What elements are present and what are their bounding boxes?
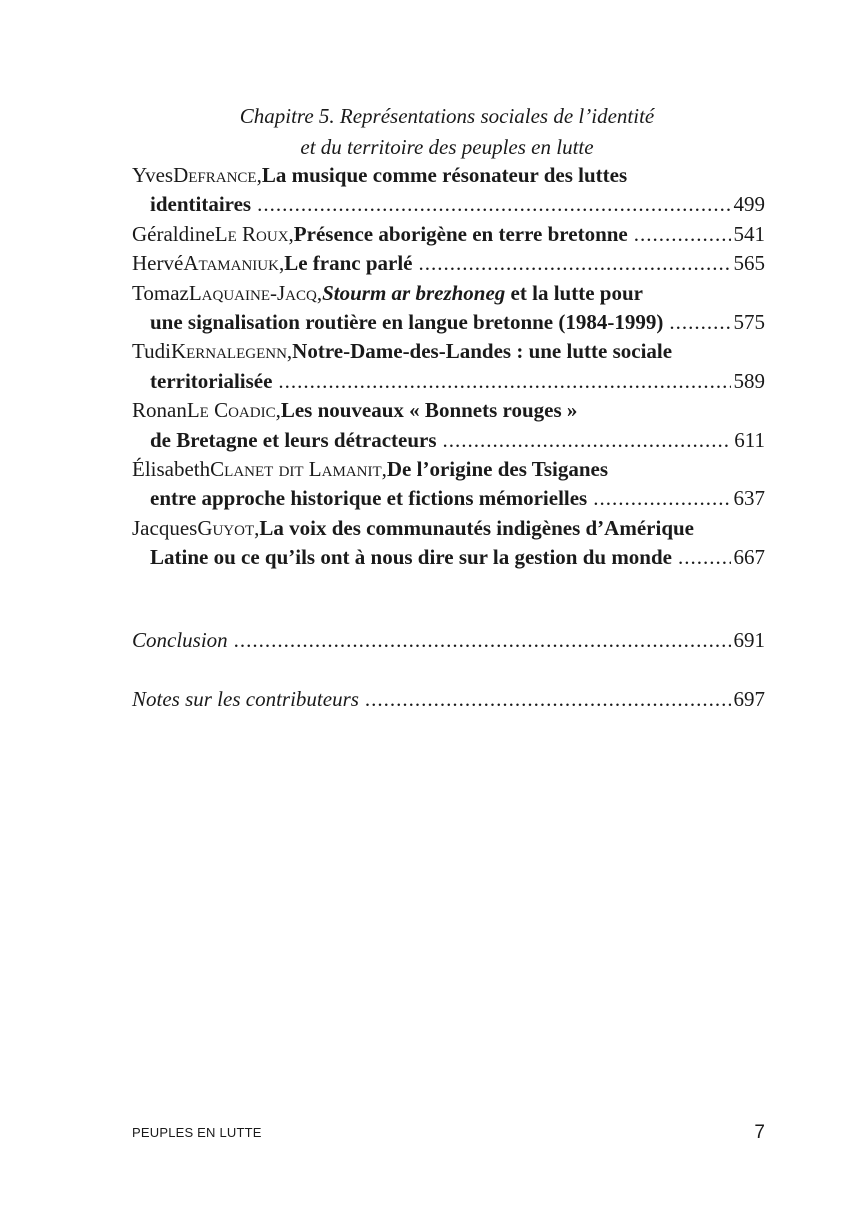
author-last-name: Le Coadic xyxy=(186,398,276,423)
toc-entry[interactable]: Yves Defrance , La musique comme résonateur des luttes identitaires ..... 499 xyxy=(132,161,765,220)
entry-title: La voix des communautés indigènes d’Amérique xyxy=(259,515,694,540)
author-first-name: Géraldine xyxy=(132,221,215,246)
dot-leader xyxy=(418,249,730,278)
chapter-heading-line-2: et du territoire des peuples en lutte xyxy=(300,135,594,159)
author-last-name: Clanet dit Lamanit xyxy=(210,457,382,482)
entry-title-cont: Latine ou ce qu’ils ont à nous dire sur la gestion du monde xyxy=(150,545,672,570)
conclusion-page-number: 691 xyxy=(733,628,765,652)
dot-leader xyxy=(593,484,730,513)
toc-entry[interactable]: Jacques Guyot , La voix des communautés indigènes d’Amérique Latine ou ce qu’ils ont à nous dire sur la gestion du monde ..... 667 xyxy=(132,514,765,573)
author-first-name: Hervé xyxy=(132,251,184,276)
toc-entry[interactable]: Hervé Atamaniuk , Le franc parlé ..... 565 xyxy=(132,249,765,278)
page-number: 7 xyxy=(754,1122,765,1143)
author-first-name: Ronan xyxy=(132,398,187,423)
entry-page-number: 589 xyxy=(733,368,765,393)
entry-title: et la lutte pour xyxy=(505,280,643,305)
toc-entry-conclusion[interactable] xyxy=(132,628,765,653)
toc-entry[interactable]: Élisabeth Clanet dit Lamanit , De l’origine des Tsiganes entre approche historique et fictions mémorielles ..... 637 xyxy=(132,455,765,514)
author-first-name: Jacques xyxy=(132,515,198,540)
entry-title: Présence aborigène en terre bretonne xyxy=(293,221,628,246)
dot-leader xyxy=(669,308,730,337)
entry-title-cont: entre approche historique et fictions mémorielles xyxy=(150,486,588,511)
entry-title: De l’origine des Tsiganes xyxy=(386,457,608,482)
author-first-name: Tomaz xyxy=(132,280,189,305)
dot-leader xyxy=(678,543,731,572)
toc-entry[interactable]: Tomaz Laquaine-Jacq , Stourm ar brezhoneg et la lutte pour une signalisation routière en langue bretonne (1984-1999) ..... 575 xyxy=(132,279,765,338)
entry-page-number: 637 xyxy=(733,486,765,511)
entry-page-number: 667 xyxy=(733,545,765,570)
entry-page-number: 499 xyxy=(733,192,765,217)
author-first-name: Élisabeth xyxy=(132,457,211,482)
entry-page-number: 575 xyxy=(733,310,765,335)
author-last-name: Kernalegenn xyxy=(170,339,287,364)
entry-title-cont: identitaires xyxy=(150,192,252,217)
entry-title-cont: de Bretagne et leurs détracteurs xyxy=(150,427,437,452)
entry-title: Les nouveaux « Bonnets rouges » xyxy=(280,398,578,423)
chapter-heading xyxy=(0,101,858,163)
dot-leader xyxy=(365,687,731,712)
chapter-heading-line-1: Chapitre 5. Représentations sociales de l’identité xyxy=(239,104,655,128)
entry-title-cont: territorialisée xyxy=(150,368,273,393)
toc-entry-notes[interactable] xyxy=(132,687,765,712)
dot-leader xyxy=(634,220,731,249)
conclusion-label: Conclusion xyxy=(132,628,228,652)
dot-leader xyxy=(278,367,730,396)
entry-title: Le franc parlé xyxy=(284,251,413,276)
entry-page-number: 541 xyxy=(733,221,765,246)
dot-leader xyxy=(234,628,731,653)
toc-entry[interactable]: Tudi Kernalegenn , Notre-Dame-des-Landes : une lutte sociale territorialisée ..... 589 xyxy=(132,337,765,396)
author-last-name: Le Roux xyxy=(214,221,289,246)
entry-page-number: 565 xyxy=(733,251,765,276)
running-footer-title: PEUPLES EN LUTTE xyxy=(132,1125,262,1140)
author-last-name: Laquaine-Jacq xyxy=(188,280,317,305)
author-first-name: Tudi xyxy=(132,339,171,364)
author-last-name: Guyot xyxy=(197,515,255,540)
dot-leader xyxy=(443,426,732,455)
entry-page-number: 611 xyxy=(734,427,765,452)
notes-label: Notes sur les contributeurs xyxy=(132,687,359,711)
author-last-name: Defrance xyxy=(173,163,257,187)
entry-title: Notre-Dame-des-Landes : une lutte sociale xyxy=(292,339,673,364)
entry-title: La musique comme résonateur des luttes xyxy=(261,163,628,187)
author-last-name: Atamaniuk xyxy=(183,251,279,276)
notes-page-number: 697 xyxy=(733,687,765,711)
toc-entry[interactable]: Ronan Le Coadic , Les nouveaux « Bonnets rouges » de Bretagne et leurs détracteurs ..... 611 xyxy=(132,396,765,455)
entry-title-cont: une signalisation routière en langue bretonne (1984-1999) xyxy=(150,310,664,335)
dot-leader xyxy=(257,190,730,219)
entry-title-italic: Stourm ar brezhoneg xyxy=(322,280,506,305)
toc-entry[interactable]: Géraldine Le Roux , Présence aborigène en terre bretonne ..... 541 xyxy=(132,220,765,249)
author-first-name: Yves xyxy=(132,163,174,187)
toc-entries xyxy=(132,161,765,573)
